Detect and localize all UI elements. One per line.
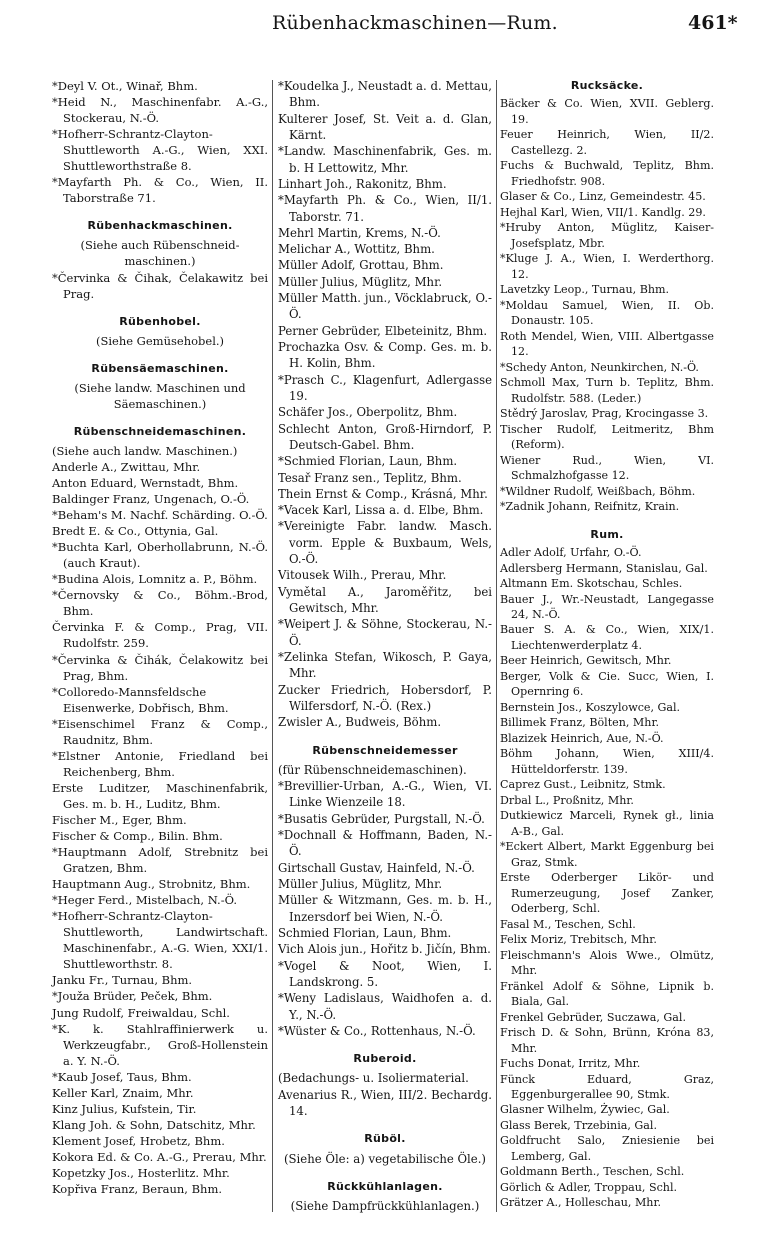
column-divider [272,80,273,1212]
directory-entry: *Buchta Karl, Oberhollabrunn, N.-Ö. (auch Kraut). [52,540,268,571]
section-heading: Ruberoid. [353,1052,417,1066]
directory-entry: Böhm Johann, Wien, XIII/4. Hütteldorferstr. 139. [500,747,714,776]
directory-entry: *Hofherr-Schrantz-Clayton-Shuttleworth A.-G., Wien, XXI. Shuttleworthstraße 8. [52,127,268,174]
section-heading: Rübensäemaschinen. [91,361,229,375]
directory-entry: Bernstein Jos., Koszylowce, Gal. [500,700,681,714]
directory-entry: Frenkel Gebrüder, Suczawa, Gal. [500,1010,686,1024]
directory-entry: Kokora Ed. & Co. A.-G., Prerau, Mhr. [52,1149,267,1164]
directory-entry: Vymětal A., Jaroměřitz, bei Gewitsch, Mhr. [278,584,492,615]
section-heading: Rückkühlanlagen. [327,1180,443,1193]
directory-entry: Adler Adolf, Urfahr, O.-Ö. [500,546,642,560]
directory-entry: *Zadnik Johann, Reifnitz, Krain. [500,500,680,514]
directory-entry: Altmann Em. Skotschau, Schles. [500,577,683,591]
column-divider [496,80,497,1212]
directory-entry: *Černovsky & Co., Böhm.-Brod, Bhm. [52,588,268,619]
directory-entry: Kulterer Josef, St. Veit a. d. Glan, Kärnt. [278,111,492,142]
directory-entry: Anderle A., Zwittau, Mhr. [52,459,201,474]
directory-entry: Fasal M., Teschen, Schl. [500,917,636,931]
directory-entry: (für Rübenschneidemaschinen). [278,762,467,777]
cross-reference-note: (Siehe Dampfrückkühlanlagen.) [290,1199,480,1214]
cross-reference-note: (Siehe auch Rübenschneid-maschinen.) [80,238,240,269]
directory-entry: *Mayfarth Ph. & Co., Wien, II. Taborstraße 71. [52,175,268,206]
section-heading: Rübenhobel. [119,314,201,328]
directory-entry: Bauer S. A. & Co., Wien, XIX/1. Liechtenwerderplatz 4. [500,623,714,652]
directory-entry: Drbal L., Proßnitz, Mhr. [500,793,634,807]
directory-entry: *Eckert Albert, Markt Eggenburg bei Graz, Stmk. [500,840,714,869]
directory-entry: Billimek Franz, Bölten, Mhr. [500,716,660,730]
directory-entry: Vich Alois jun., Hořitz b. Jičín, Bhm. [278,942,491,957]
directory-entry: Fischer M., Eger, Bhm. [52,812,187,827]
section-heading: Rübenschneidemaschinen. [73,424,247,438]
directory-entry: *Koudelka J., Neustadt a. d. Mettau, Bhm. [278,79,492,110]
directory-entry: Caprez Gust., Leibnitz, Stmk. [500,778,666,792]
directory-entry: Görlich & Adler, Troppau, Schl. [500,1180,678,1194]
cross-reference-note: (Siehe Gemüsehobel.) [95,333,225,348]
directory-entry: (Siehe auch landw. Maschinen.) [52,443,238,458]
directory-entry: Tesař Franz sen., Teplitz, Bhm. [278,470,462,485]
directory-entry: Červinka F. & Comp., Prag, VII. Rudolfstr. 259. [52,620,268,651]
directory-entry: Fünck Eduard, Graz, Eggenburgerallee 90, Stmk. [500,1072,714,1101]
directory-entry: Erste Oderberger Likör- und Rumerzeugung, Josef Zanker, Oderberg, Schl. [500,871,714,916]
directory-entry: Prochazka Osv. & Comp. Ges. m. b. H. Kolin, Bhm. [278,340,492,371]
directory-entry: *Heid N., Maschinenfabr. A.-G., Stockerau, N.-Ö. [52,95,268,126]
directory-entry: Perner Gebrüder, Elbeteinitz, Bhm. [278,323,488,338]
directory-entry: Fischer & Comp., Bilin. Bhm. [52,829,223,844]
directory-entry: Erste Luditzer, Maschinenfabrik, Ges. m. b. H., Luditz, Bhm. [52,780,268,811]
directory-entry: *Colloredo-Mannsfeldsche Eisenwerke, Dobřisch, Bhm. [52,684,229,715]
directory-entry: Müller Matth. jun., Vöcklabruck, O.-Ö. [278,291,492,322]
section-heading: Rübenhackmaschinen. [87,219,233,233]
directory-entry: *K. k. Stahlraffinierwerk u. Werkzeugfabr., Groß-Hollenstein a. Y. N.-Ö. [52,1021,268,1068]
directory-entry: Hejhal Karl, Wien, VII/1. Kandlg. 29. [500,205,706,219]
directory-entry: Fuchs Donat, Irritz, Mhr. [500,1057,641,1071]
directory-entry: Linhart Joh., Rakonitz, Bhm. [278,176,447,191]
directory-entry: Glass Berek, Trzebinia, Gal. [500,1118,657,1132]
directory-entry: *Dochnall & Hoffmann, Baden, N.-Ö. [278,828,492,859]
directory-entry: Wiener Rud., Wien, VI. Schmalzhofgasse 12. [500,453,714,483]
directory-entry: Müller Julius, Müglitz, Mhr. [278,274,443,289]
directory-entry: Glaser & Co., Linz, Gemeindestr. 45. [500,190,706,204]
section-heading: Rüböl. [364,1132,406,1146]
directory-entry: *Jouža Brüder, Peček, Bhm. [52,989,213,1004]
directory-entry: Grätzer A., Holleschau, Mhr. [500,1196,662,1210]
directory-entry: Tischer Rudolf, Leitmeritz, Bhm (Reform). [500,422,714,452]
directory-entry: Müller Adolf, Grottau, Bhm. [278,258,444,273]
directory-entry: *Wildner Rudolf, Weißbach, Böhm. [500,484,696,498]
cross-reference-note: (Siehe landw. Maschinen und Säemaschinen.) [74,380,246,411]
directory-entry: Zucker Friedrich, Hobersdorf, P. Wilfersdorf, N.-Ö. (Rex.) [278,682,492,713]
directory-entry: Kopetzky Jos., Hosterlitz. Mhr. [52,1166,230,1180]
directory-entry: *Vacek Karl, Lissa a. d. Elbe, Bhm. [278,503,484,518]
directory-entry: Kinz Julius, Kufstein, Tir. [52,1101,197,1116]
directory-entry: Klang Joh. & Sohn, Datschitz, Mhr. [52,1117,256,1132]
directory-entry: *Brevillier-Urban, A.-G., Wien, VI. Linke Wienzeile 18. [278,779,492,810]
directory-entry: Bauer J., Wr.-Neustadt, Langegasse 24, N.-Ö. [500,592,714,621]
directory-entry: *Deyl V. Ot., Winař, Bhm. [52,79,198,93]
directory-entry: *Hruby Anton, Müglitz, Kaiser-Josefsplatz, Mbr. [500,221,714,250]
directory-entry: *Wüster & Co., Rottenhaus, N.-Ö. [278,1023,476,1038]
directory-entry: Frisch D. & Sohn, Brünn, Króna 83, Mhr. [500,1026,714,1055]
directory-entry: *Vogel & Noot, Wien, I. Landskrong. 5. [278,958,492,989]
page-header [0,8,757,38]
directory-entry: Fleischmann's Alois Wwe., Olmütz, Mhr. [500,948,714,978]
directory-entry: Kopřiva Franz, Beraun, Bhm. [52,1182,223,1197]
directory-entry: Fränkel Adolf & Söhne, Lipnik b. Biala, Gal. [500,979,714,1009]
directory-entry: Müller & Witzmann, Ges. m. b. H., Inzersdorf bei Wien, N.-Ö. [278,893,492,924]
directory-entry: Zwisler A., Budweis, Böhm. [278,715,442,730]
directory-entry: Berger, Volk & Cie. Succ, Wien, I. Opernring 6. [500,669,714,699]
directory-entry: Bredt E. & Co., Ottynia, Gal. [52,524,219,539]
directory-entry: Keller Karl, Znaim, Mhr. [52,1085,194,1100]
directory-entry: Vitousek Wilh., Prerau, Mhr. [278,568,447,583]
section-heading: Rum. [590,527,624,541]
directory-entry: *Beham's M. Nachf. Schärding. O.-Ö. [52,508,268,523]
directory-entry: Dutkiewicz Marceli, Rynek gł., linia A-B., Gal. [500,809,714,838]
directory-entry: *Eisenschimel Franz & Comp., Raudnitz, Bhm. [52,716,268,747]
directory-entry: *Vereinigte Fabr. landw. Masch. vorm. Epple & Buxbaum, Wels, O.-Ö. [278,519,492,567]
directory-entry: Avenarius R., Wien, III/2. Bechardg. 14. [278,1087,492,1119]
directory-entry: *Kluge J. A., Wien, I. Werderthorg. 12. [500,252,714,281]
directory-entry: *Busatis Gebrüder, Purgstall, N.-Ö. [278,811,485,826]
directory-entry: *Heger Ferd., Mistelbach, N.-Ö. [52,893,237,908]
directory-entry: Schlecht Anton, Groß-Hirndorf, P. Deutsch-Gabel. Bhm. [278,421,492,452]
directory-entry: *Schmied Florian, Laun, Bhm. [278,454,458,469]
page-number: 461* [688,12,738,34]
directory-entry: *Budina Alois, Lomnitz a. P., Böhm. [52,572,258,587]
directory-entry: Blazizek Heinrich, Aue, N.-Ö. [500,731,664,745]
directory-entry: Bäcker & Co. Wien, XVII. Geblerg. 19. [500,97,714,126]
directory-entry: *Červinka & Čihak, Čelakawitz bei Prag. [52,270,268,301]
directory-entry: *Landw. Maschinenfabrik, Ges. m. b. H Lettowitz, Mhr. [278,144,492,175]
directory-entry: Melichar A., Wottitz, Bhm. [278,242,435,257]
directory-entry: *Mayfarth Ph. & Co., Wien, II/1. Taborstr. 71. [278,193,492,224]
directory-entry: *Hauptmann Adolf, Strebnitz bei Gratzen, Bhm. [52,845,268,876]
section-heading: Rübenschneidemesser [312,743,458,757]
directory-entry: Feuer Heinrich, Wien, II/2. Castellezg. 2. [500,128,714,157]
directory-entry: Goldfrucht Salo, Zniesienie bei Lemberg, Gal. [500,1134,714,1163]
directory-entry: Hauptmann Aug., Strobnitz, Bhm. [52,877,251,892]
directory-entry: Baldinger Franz, Ungenach, O.-Ö. [52,492,250,507]
directory-entry: (Bedachungs- u. Isoliermaterial. [278,1071,469,1086]
directory-entry: Girtschall Gustav, Hainfeld, N.-Ö. [278,860,475,875]
column-middle [278,78,492,1218]
directory-entry: *Prasch C., Klagenfurt, Adlergasse 19. [278,372,492,403]
directory-entry: Goldmann Berth., Teschen, Schl. [500,1165,685,1179]
directory-entry: Jung Rudolf, Freiwaldau, Schl. [52,1005,230,1020]
directory-entry: Roth Mendel, Wien, VIII. Albertgasse 12. [500,329,714,359]
directory-entry: Klement Josef, Hrobetz, Bhm. [52,1133,225,1148]
directory-entry: *Zelinka Stefan, Wikosch, P. Gaya, Mhr. [278,649,492,681]
directory-entry: Lavetzky Leop., Turnau, Bhm. [500,283,670,297]
column-left [52,78,268,1218]
directory-entry: Müller Julius, Müglitz, Mhr. [278,877,443,891]
directory-entry: Anton Eduard, Wernstadt, Bhm. [52,475,239,490]
directory-entry: Beer Heinrich, Gewitsch, Mhr. [500,654,672,668]
directory-entry: Schmoll Max, Turn b. Teplitz, Bhm. Rudolfstr. 588. (Leder.) [500,376,714,405]
directory-entry: Janku Fr., Turnau, Bhm. [52,973,193,988]
directory-entry: Stědrý Jaroslav, Prag, Krocingasse 3. [500,407,709,421]
section-heading: Rucksäcke. [570,79,644,92]
cross-reference-note: (Siehe Öle: a) vegetabilische Öle.) [283,1151,486,1166]
directory-entry: Felix Moriz, Trebitsch, Mhr. [500,933,657,947]
page-title: Rübenhackmaschinen—Rum. [272,12,558,34]
directory-entry: Adlersberg Hermann, Stanislau, Gal. [500,561,708,575]
directory-entry: Mehrl Martin, Krems, N.-Ö. [278,225,441,240]
directory-entry: *Hofherr-Schrantz-Clayton-Shuttleworth, Landwirtschaft. Maschinenfabr., A.-G. Wien, XXI/1. Shuttleworthstr. 8. [52,909,268,972]
directory-entry: *Kaub Josef, Taus, Bhm. [52,1069,192,1084]
column-right [500,78,714,1218]
directory-entry: *Červinka & Čihák, Čelakowitz bei Prag, Bhm. [52,652,268,683]
directory-entry: *Weipert J. & Söhne, Stockerau, N.-Ö. [278,617,492,648]
directory-entry: Thein Ernst & Comp., Krásná, Mhr. [278,486,488,501]
directory-entry: *Moldau Samuel, Wien, II. Ob. Donaustr. 105. [500,298,714,328]
directory-entry: *Elstner Antonie, Friedland bei Reichenberg, Bhm. [52,748,268,779]
directory-entry: Glasner Wilhelm, Żywiec, Gal. [500,1103,670,1117]
directory-entry: *Weny Ladislaus, Waidhofen a. d. Y., N.-Ö. [278,991,492,1022]
directory-entry: Schmied Florian, Laun, Bhm. [278,925,452,940]
directory-entry: Schäfer Jos., Oberpolitz, Bhm. [278,405,458,420]
directory-entry: *Schedy Anton, Neunkirchen, N.-Ö. [500,360,699,374]
directory-entry: Fuchs & Buchwald, Teplitz, Bhm. Friedhofstr. 908. [500,159,714,188]
